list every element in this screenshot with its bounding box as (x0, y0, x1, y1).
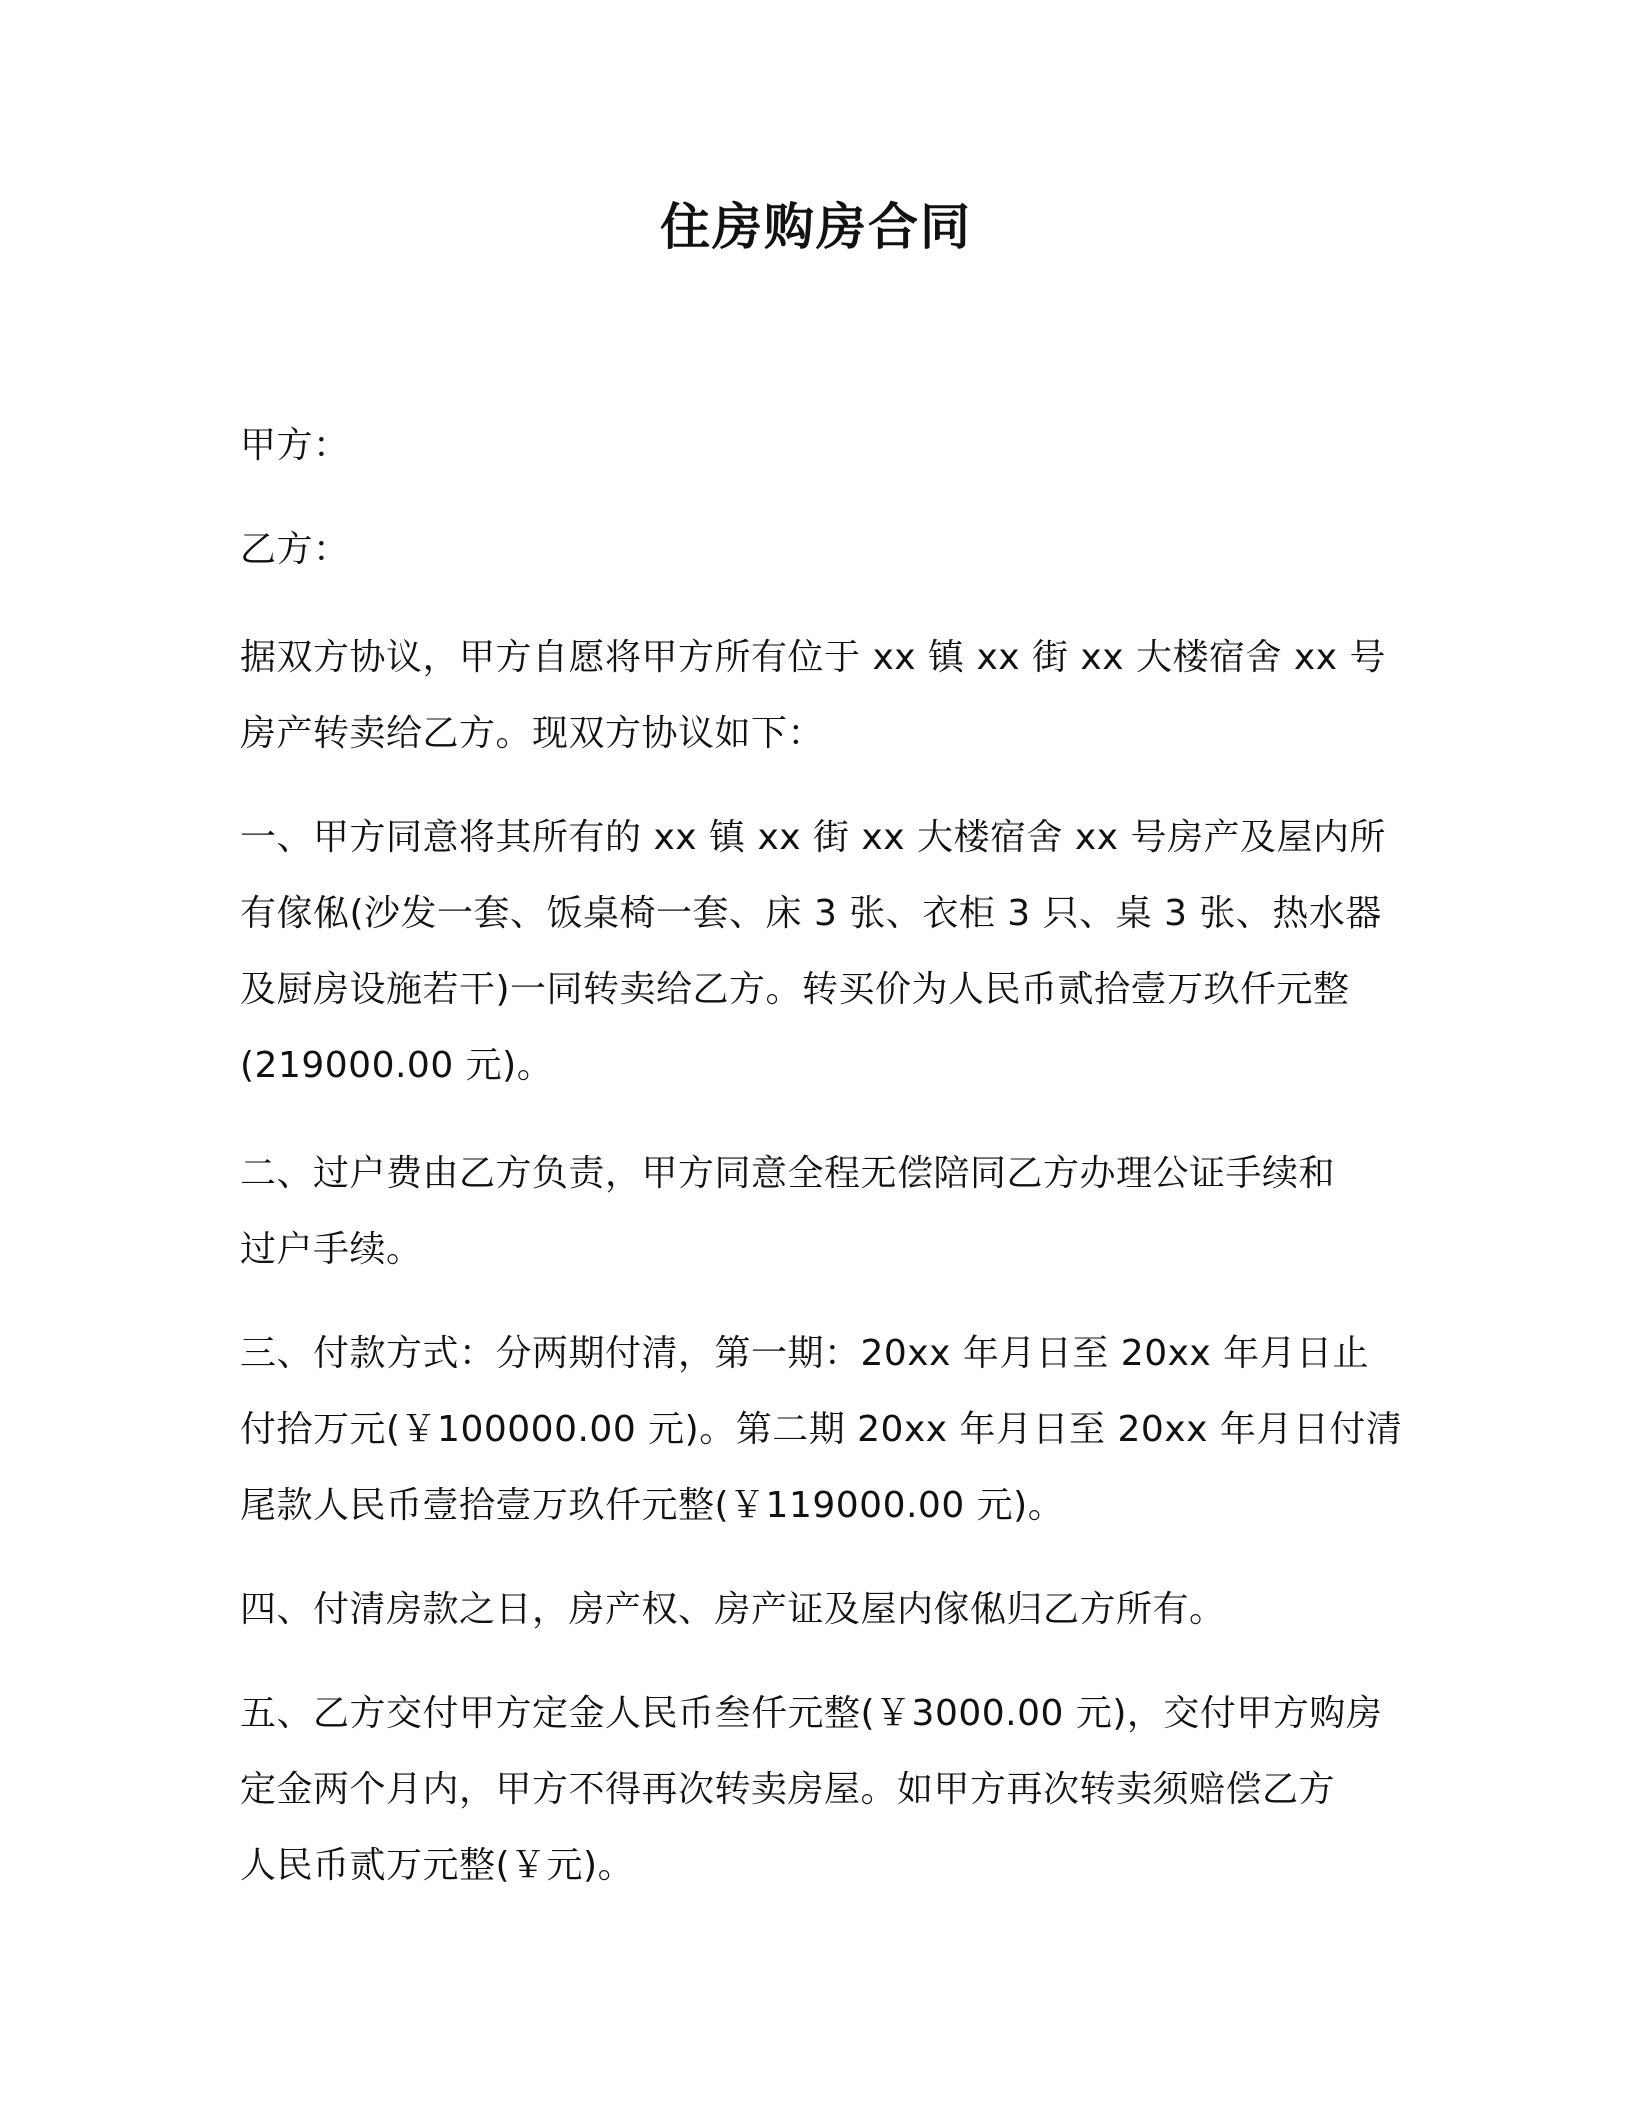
clause-4-paragraph (240, 1572, 1410, 1648)
paragraph-line: 二、过户费由乙方负责，甲方同意全程无偿陪同乙方办理公证手续和 (240, 1153, 1336, 1194)
paragraph-line: 尾款人民币壹拾壹万玖仟元整(￥119000.00 元)。 (240, 1485, 1065, 1526)
party-a-text: 甲方： (240, 425, 350, 466)
clause-5-paragraph (240, 1676, 1410, 1904)
paragraph-line: 五、乙方交付甲方定金人民币叁仟元整(￥3000.00 元)，交付甲方购房 (240, 1693, 1383, 1734)
paragraph-line: 人民币贰万元整(￥元)。 (240, 1845, 635, 1886)
clause-1-paragraph (240, 800, 1410, 1104)
paragraph-line: 一、甲方同意将其所有的 xx 镇 xx 街 xx 大楼宿舍 xx 号房产及屋内所 (240, 817, 1386, 858)
paragraph-line: (219000.00 元)。 (240, 1045, 554, 1086)
party-b-text: 乙方： (240, 529, 350, 570)
paragraph-line: 及厨房设施若干)一同转卖给乙方。转买价为人民币贰拾壹万玖仟元整 (240, 969, 1350, 1010)
paragraph-line: 三、付款方式：分两期付清，第一期：20xx 年月日至 20xx 年月日止 (240, 1333, 1370, 1374)
document-title: 住房购房合同 (660, 198, 972, 256)
paragraph-line: 四、付清房款之日，房产权、房产证及屋内傢俬归乙方所有。 (240, 1589, 1226, 1630)
intro-paragraph (240, 620, 1410, 772)
party-a-label (240, 408, 1410, 484)
paragraph-line: 定金两个月内，甲方不得再次转卖房屋。如甲方再次转卖须赔偿乙方 (240, 1769, 1336, 1810)
paragraph-line: 付拾万元(￥100000.00 元)。第二期 20xx 年月日至 20xx 年月日付清 (240, 1409, 1403, 1450)
clause-3-paragraph (240, 1316, 1410, 1544)
party-b-label (240, 512, 1410, 588)
paragraph-line: 据双方协议，甲方自愿将甲方所有位于 xx 镇 xx 街 xx 大楼宿舍 xx 号 (240, 637, 1386, 678)
clause-2-paragraph (240, 1136, 1410, 1288)
paragraph-line: 有傢俬(沙发一套、饭桌椅一套、床 3 张、衣柜 3 只、桌 3 张、热水器 (240, 893, 1382, 934)
paragraph-line: 房产转卖给乙方。现双方协议如下： (240, 713, 825, 754)
paragraph-line: 过户手续。 (240, 1229, 423, 1270)
